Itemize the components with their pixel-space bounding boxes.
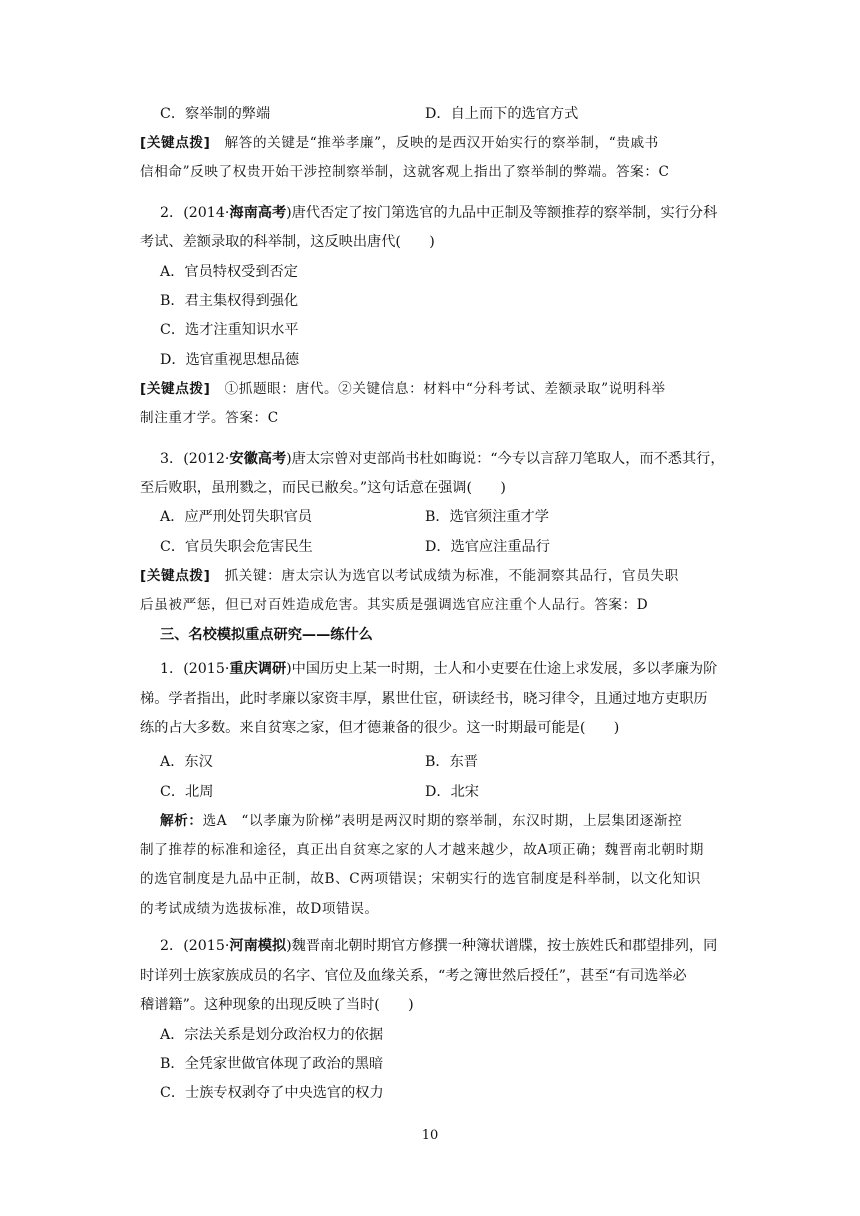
question-stem: 至后败职，虽刑戮之，而民已敝矣。”这句话意在强调( ) bbox=[140, 480, 506, 496]
question-stem: 练的占大多数。来自贫寒之家，但才德兼备的很少。这一时期最可能是( ) bbox=[140, 720, 620, 736]
analysis-line: 后虽被严惩，但已对百姓造成危害。其实质是强调选官应注重个人品行。答案：D bbox=[140, 597, 649, 613]
analysis-tag: 解析： bbox=[160, 813, 203, 829]
source-label: 重庆调研 bbox=[229, 661, 287, 677]
analysis-line: 的选官制度是九品中正制，故B、C两项错误；宋朝实行的选官制度是科举制，以文化知识 bbox=[140, 871, 701, 887]
analysis-text: 解答的关键是“推举孝廉”，反映的是西汉开始实行的察举制，“贵戚书 bbox=[210, 135, 659, 151]
option-b: B．君主集权得到强化 bbox=[160, 293, 299, 309]
question-stem: 稽谱籍”。这种现象的出现反映了当时( ) bbox=[140, 997, 414, 1013]
analysis-tag: [关键点拨] bbox=[140, 135, 211, 151]
analysis-tag: [关键点拨] bbox=[140, 568, 211, 584]
section-heading: 三、名校模拟重点研究——练什么 bbox=[160, 627, 373, 643]
option-c: C．察举制的弊端 bbox=[160, 106, 271, 122]
question-stem: 2．(2014·海南高考)唐代否定了按门第选官的九品中正制及等额推荐的察举制，实行分科 bbox=[160, 205, 718, 221]
analysis-text: ①抓题眼：唐代。②关键信息：材料中“分科考试、差额录取”说明科举 bbox=[210, 381, 666, 397]
analysis-line bbox=[140, 133, 659, 153]
question-stem: 考试、差额录取的科举制，这反映出唐代( ) bbox=[140, 234, 435, 250]
option-a: A．官员特权受到否定 bbox=[160, 264, 298, 280]
option-b: B．全凭家世做官体现了政治的黑暗 bbox=[160, 1056, 384, 1072]
option-b: B．选官须注重才学 bbox=[425, 509, 549, 525]
question-stem: 1．(2015·重庆调研)中国历史上某一时期，士人和小吏要在仕途上求发展，多以孝廉为阶 bbox=[160, 661, 718, 677]
question-stem: 2．(2015·河南模拟)魏晋南北朝时期官方修撰一种簿状谱牒，按士族姓氏和郡望排列，同 bbox=[160, 938, 718, 954]
analysis-line bbox=[140, 379, 666, 399]
analysis-line: 的考试成绩为选拔标准，故D项错误。 bbox=[140, 901, 379, 917]
option-a: A．东汉 bbox=[160, 754, 213, 770]
analysis-line: 制注重才学。答案：C bbox=[140, 410, 279, 426]
option-c: C．士族专权剥夺了中央选官的权力 bbox=[160, 1085, 384, 1101]
option-a: A．宗法关系是划分政治权力的依据 bbox=[160, 1027, 384, 1043]
source-label: 河南模拟 bbox=[229, 938, 287, 954]
option-b: B．东晋 bbox=[425, 754, 478, 770]
analysis-text: 抓关键：唐太宗认为选官以考试成绩为标准，不能洞察其品行，官员失职 bbox=[210, 568, 679, 584]
question-stem: 时详列士族家族成员的名字、官位及血缘关系，“考之簿世然后授任”，甚至“有司选举必 bbox=[140, 968, 687, 984]
analysis-line bbox=[160, 811, 682, 831]
question-stem: 梯。学者指出，此时孝廉以家资丰厚，累世仕宦，研读经书，晓习律令，且通过地方吏职历 bbox=[140, 691, 708, 707]
option-c: C．官员失职会危害民生 bbox=[160, 539, 313, 555]
analysis-line: 信相命”反映了权贵开始干涉控制察举制，这就客观上指出了察举制的弊端。答案：C bbox=[140, 164, 670, 180]
analysis-line bbox=[140, 566, 679, 586]
option-d: D．自上而下的选官方式 bbox=[425, 106, 579, 122]
analysis-tag: [关键点拨] bbox=[140, 381, 211, 397]
source-label: 海南高考 bbox=[229, 205, 287, 221]
option-a: A．应严刑处罚失职官员 bbox=[160, 509, 313, 525]
source-label: 安徽高考 bbox=[229, 451, 287, 467]
analysis-text: 选A “以孝廉为阶梯”表明是两汉时期的察举制，东汉时期，上层集团逐渐控 bbox=[202, 813, 683, 829]
question-stem: 3．(2012·安徽高考)唐太宗曾对吏部尚书杜如晦说：“今专以言辞刀笔取人，而不悉其行， bbox=[160, 451, 725, 467]
page-number: 10 bbox=[421, 1128, 439, 1143]
option-d: D．选官应注重品行 bbox=[425, 539, 550, 555]
option-d: D．选官重视思想品德 bbox=[160, 352, 300, 368]
option-d: D．北宋 bbox=[425, 784, 479, 800]
option-c: C．选才注重知识水平 bbox=[160, 322, 299, 338]
analysis-line: 制了推荐的标准和途径，真正出自贫寒之家的人才越来越少，故A项正确；魏晋南北朝时期 bbox=[140, 842, 704, 858]
option-c: C．北周 bbox=[160, 784, 214, 800]
